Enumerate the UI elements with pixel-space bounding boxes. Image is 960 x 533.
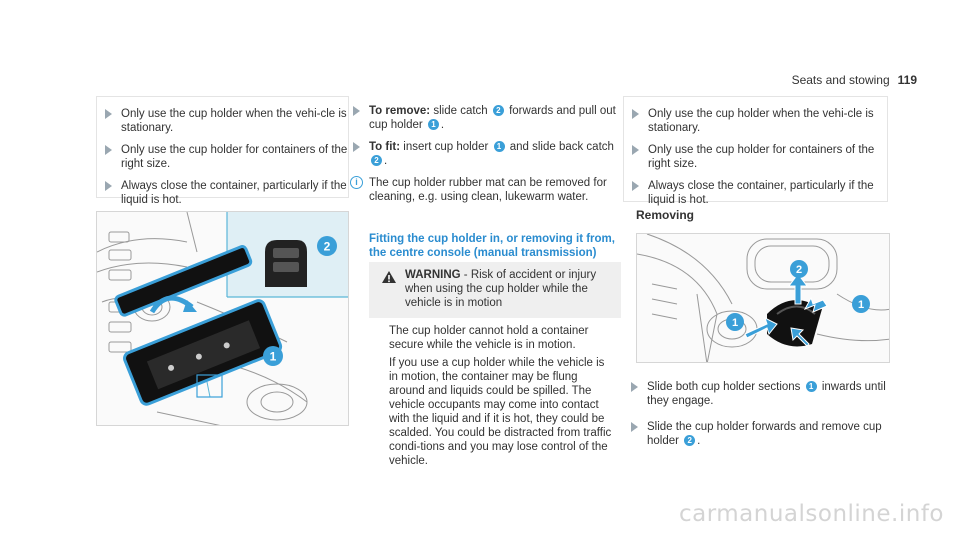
triangle-bullet-icon: [632, 181, 639, 191]
note-bullet: Only use the cup holder when the vehi-cle is stationary.: [97, 107, 348, 135]
warning-icon: [381, 270, 397, 284]
triangle-bullet-icon: [631, 422, 638, 432]
step-fit: To fit: insert cup holder 1 and slide back catch 2 .: [345, 140, 625, 168]
watermark: carmanualsonline.info: [678, 501, 944, 527]
section-name: Seats and stowing: [791, 73, 890, 87]
notes-box-right: [623, 96, 888, 206]
warning-headline: - Risk of accident or injury when using the cup holder while the vehicle is in motion: [405, 269, 597, 309]
callout-top-label: 2: [795, 264, 803, 276]
triangle-bullet-icon: [353, 142, 360, 152]
instructions-col3: [623, 380, 893, 456]
removal-drawing: [637, 234, 890, 363]
step-remove-holder: Slide the cup holder forwards and remove cup holder 2 .: [623, 420, 893, 448]
note-bullet: Only use the cup holder for containers of the right size.: [97, 143, 348, 171]
note-bullet: Only use the cup holder for containers of the right size.: [624, 143, 887, 171]
triangle-bullet-icon: [632, 109, 639, 119]
callout-2-label: 2: [323, 239, 331, 254]
cup-holder-removal-illustration: [636, 233, 890, 363]
callout-badge: 1: [428, 119, 439, 130]
callout-right-label: 1: [857, 299, 865, 311]
warning-label: WARNING: [405, 269, 461, 281]
note-bullet: Always close the container, particularly if the liquid is hot.: [97, 179, 348, 207]
triangle-bullet-icon: [105, 109, 112, 119]
info-icon: i: [350, 176, 363, 189]
instructions-col2: [345, 104, 625, 204]
callout-badge: 2: [371, 155, 382, 166]
callout-badge: 2: [684, 435, 695, 446]
page-header: [792, 73, 917, 87]
cup-holder-console-illustration: [96, 211, 349, 426]
note-bullet: Always close the container, particularly if the liquid is hot.: [624, 179, 887, 207]
triangle-bullet-icon: [353, 106, 360, 116]
callout-badge: 1: [494, 141, 505, 152]
triangle-bullet-icon: [105, 145, 112, 155]
removing-heading: Removing: [636, 208, 695, 222]
warning-para: If you use a cup holder while the vehicle is in motion, the container may be flung around and liquids could be spilled. The vehicle occupants may come into contact with the liquid and if it is hot, they could be scalded. You could be distracted from traffic condi-tions and you may lose control of the vehicle.: [389, 357, 612, 467]
section-title: Fitting the cup holder in, or removing it from, the centre console (manual transmission): [369, 232, 621, 264]
notes-box-left: [96, 96, 349, 206]
console-drawing: [97, 212, 349, 426]
step-remove: To remove: slide catch 2 forwards and pull out cup holder 1 .: [345, 104, 625, 132]
warning-box: [369, 262, 621, 467]
triangle-bullet-icon: [632, 145, 639, 155]
warning-para: The cup holder cannot hold a container secure while the vehicle is in motion.: [389, 325, 589, 351]
note-bullet: Only use the cup holder when the vehi-cle is stationary.: [624, 107, 887, 135]
callout-left-label: 1: [731, 317, 739, 329]
info-note: i The cup holder rubber mat can be removed for cleaning, e.g. using clean, lukewarm water.: [345, 176, 625, 204]
callout-1-label: 1: [269, 349, 277, 364]
step-slide-sections: Slide both cup holder sections 1 inwards until they engage.: [623, 380, 893, 408]
warning-body: [369, 318, 621, 468]
warning-header: [369, 262, 621, 318]
callout-badge: 2: [493, 105, 504, 116]
callout-badge: 1: [806, 381, 817, 392]
triangle-bullet-icon: [631, 382, 638, 392]
triangle-bullet-icon: [105, 181, 112, 191]
page-number: 119: [897, 73, 917, 87]
